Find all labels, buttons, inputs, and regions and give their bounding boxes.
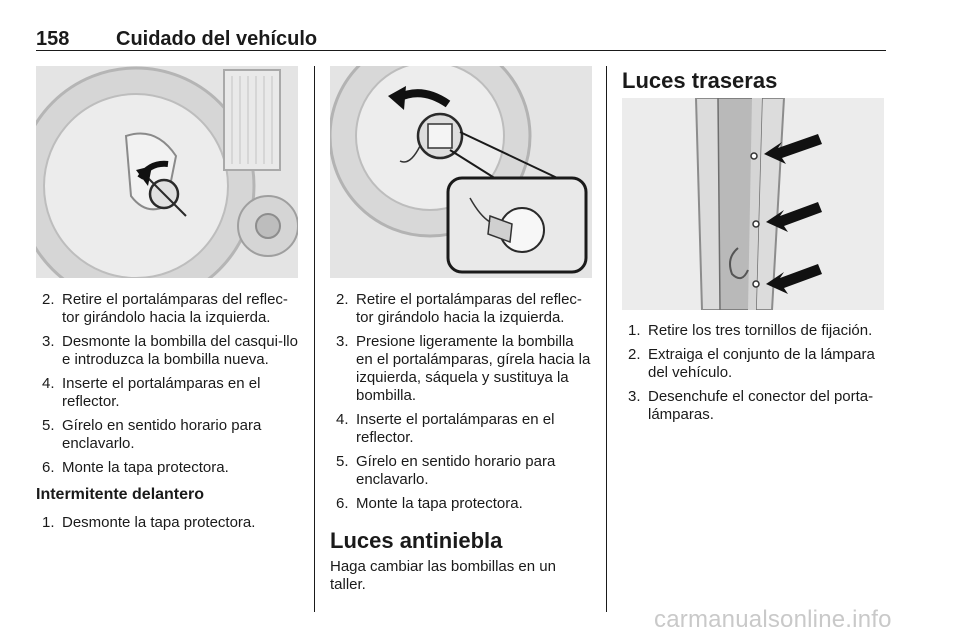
bulb-replacement-steps-list <box>330 291 592 519</box>
column-divider-left <box>314 66 315 612</box>
tail-lamp-illustration <box>622 98 884 310</box>
step-text: Presione ligeramente la bombilla en el portalámparas, gírela hacia la izquierda, sáquela y sustituya la bombilla. <box>356 333 591 404</box>
step-number: 4. <box>336 411 349 428</box>
step-number: 2. <box>42 291 55 308</box>
list-item <box>36 459 298 477</box>
list-item <box>36 375 298 411</box>
step-number: 6. <box>42 459 55 476</box>
step-text: Inserte el portalámparas en el reflector. <box>356 411 555 446</box>
headlamp-bulb-illustration <box>36 66 298 278</box>
list-item <box>36 417 298 453</box>
tail-lights-steps-list <box>622 322 888 430</box>
step-number: 1. <box>42 514 55 531</box>
list-item <box>622 388 888 424</box>
section-title-fog-lights: Luces antiniebla <box>330 528 503 553</box>
step-text: Inserte el portalámparas en el reflector. <box>62 375 261 410</box>
list-item <box>330 453 592 489</box>
step-text: Desmonte la bombilla del casqui-llo e introduzca la bombilla nueva. <box>62 333 298 368</box>
column-divider-right <box>606 66 607 612</box>
list-item <box>36 514 298 532</box>
step-number: 6. <box>336 495 349 512</box>
step-number: 3. <box>628 388 641 405</box>
step-number: 1. <box>628 322 641 339</box>
list-item <box>330 495 592 513</box>
list-item <box>622 322 888 340</box>
step-number: 5. <box>42 417 55 434</box>
subheading-front-indicator: Intermitente delantero <box>36 486 205 503</box>
step-text: Retire el portalámparas del reflec-tor girándolo hacia la izquierda. <box>356 291 582 326</box>
step-number: 4. <box>42 375 55 392</box>
step-number: 3. <box>42 333 55 350</box>
list-item <box>622 346 888 382</box>
step-number: 3. <box>336 333 349 350</box>
list-item <box>36 291 298 327</box>
section-title-tail-lights: Luces traseras <box>622 68 778 93</box>
page-number: 158 <box>36 28 70 50</box>
header-rule <box>36 50 886 51</box>
step-number: 2. <box>336 291 349 308</box>
step-text: Desenchufe el conector del porta-lámparas. <box>648 388 874 423</box>
step-text: Gírelo en sentido horario para enclavarlo. <box>356 453 556 488</box>
step-text: Gírelo en sentido horario para enclavarlo. <box>62 417 262 452</box>
step-text: Monte la tapa protectora. <box>356 495 523 512</box>
step-number: 5. <box>336 453 349 470</box>
bulb-holder-illustration <box>330 66 592 278</box>
step-text: Desmonte la tapa protectora. <box>62 514 256 531</box>
list-item <box>330 291 592 327</box>
front-indicator-steps-list <box>36 514 298 538</box>
step-text: Extraiga el conjunto de la lámpara del vehículo. <box>648 346 875 381</box>
list-item <box>330 333 592 405</box>
watermark: carmanualsonline.info <box>654 606 892 633</box>
step-text: Retire el portalámparas del reflec-tor girándolo hacia la izquierda. <box>62 291 288 326</box>
headlamp-steps-list <box>36 291 298 483</box>
step-text: Retire los tres tornillos de fijación. <box>648 322 873 339</box>
step-text: Monte la tapa protectora. <box>62 459 229 476</box>
list-item <box>36 333 298 369</box>
fog-lights-paragraph: Haga cambiar las bombillas en un taller. <box>330 558 556 593</box>
list-item <box>330 411 592 447</box>
step-number: 2. <box>628 346 641 363</box>
page-title: Cuidado del vehículo <box>116 28 318 50</box>
